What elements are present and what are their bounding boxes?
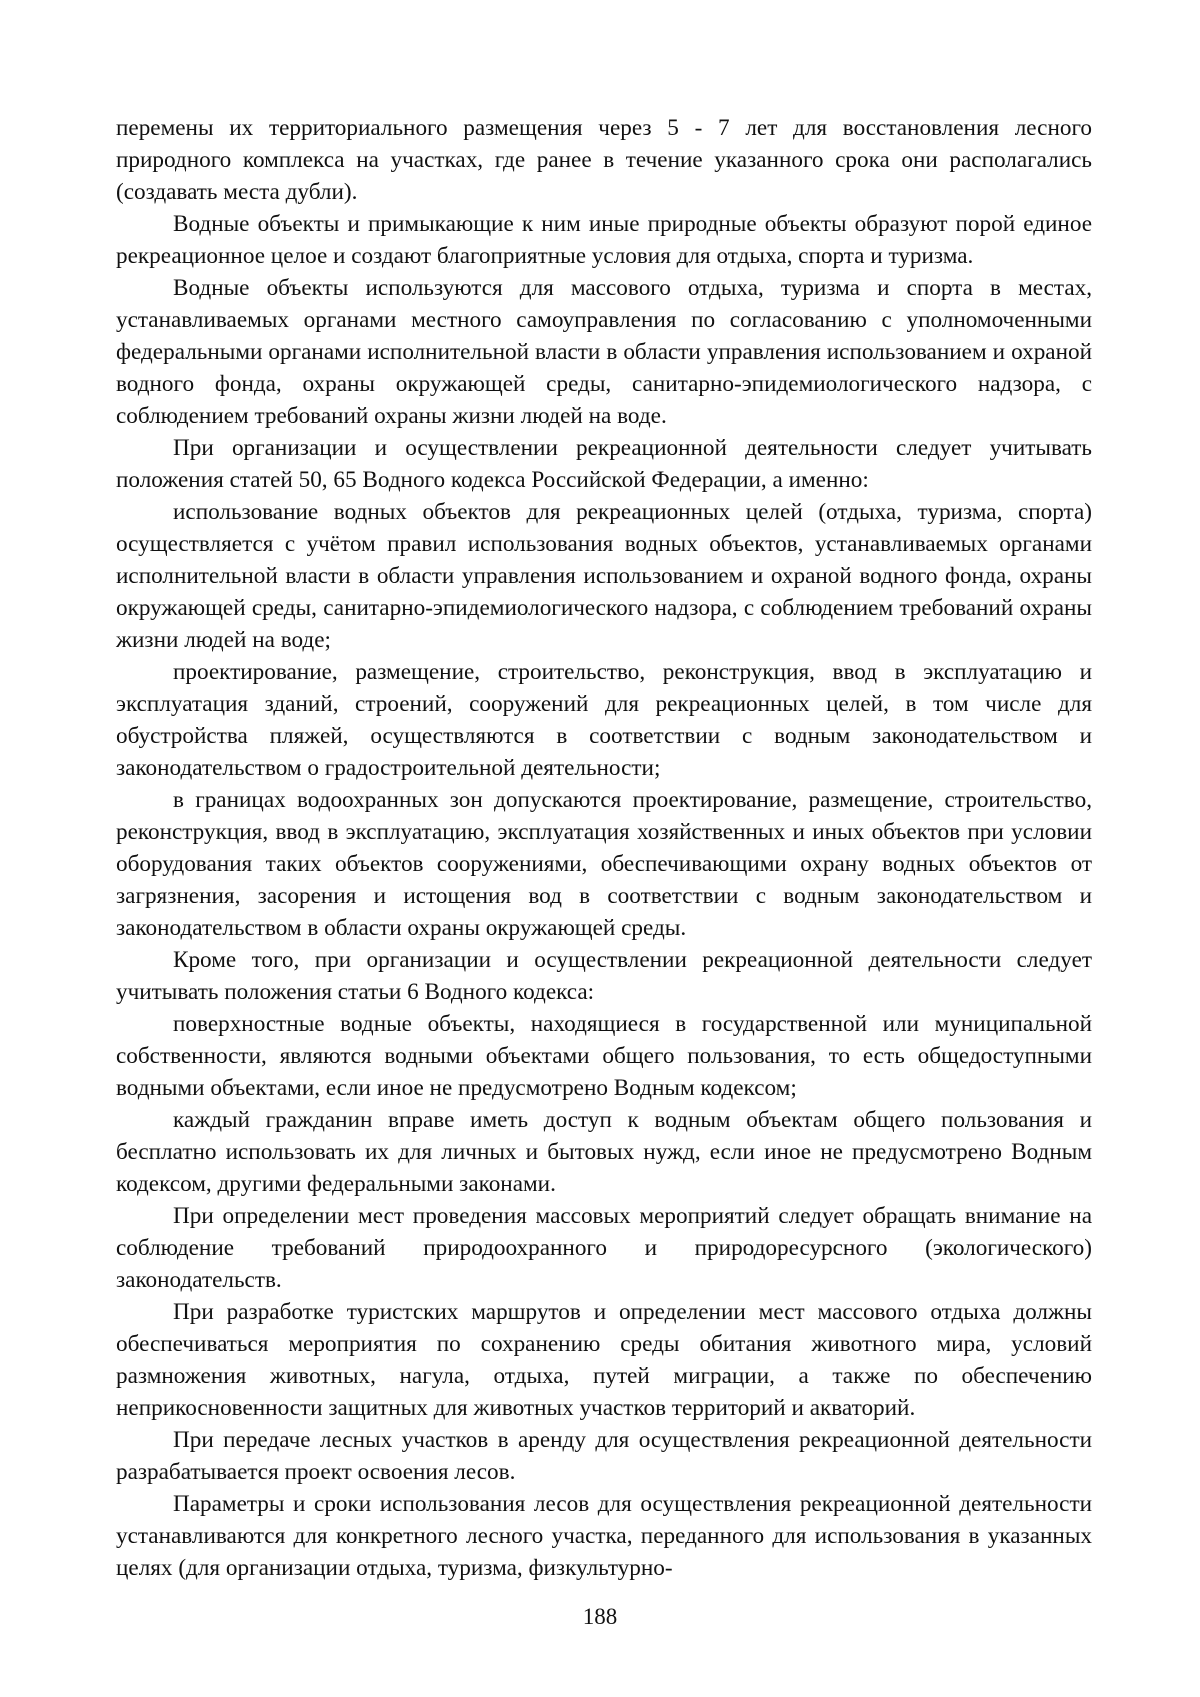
- paragraph-13: При передаче лесных участков в аренду для осуществления рекреационной деятельности разрабатывается проект освоения лесов.: [116, 1427, 1092, 1485]
- paragraph-10: каждый гражданин вправе иметь доступ к водным объектам общего пользования и бесплатно использовать их для личных и бытовых нужд, если иное не предусмотрено Водным кодексом, другими федеральными законами.: [116, 1107, 1092, 1197]
- paragraph-8: Кроме того, при организации и осуществлении рекреационной деятельности следует учитывать положения статьи 6 Водного кодекса:: [116, 947, 1092, 1005]
- page-number: 188: [582, 1604, 618, 1629]
- paragraph-9: поверхностные водные объекты, находящиеся в государственной или муниципальной собственности, являются водными объектами общего пользования, то есть общедоступными водными объектами, если иное не предусмотрено Водным кодексом;: [116, 1011, 1092, 1101]
- paragraph-5: использование водных объектов для рекреационных целей (отдыха, туризма, спорта) осуществляется с учётом правил использования водных объектов, устанавливаемых органами исполнительной власти в области управления использованием и охраной водного фонда, охраны окружающей среды, санитарно-эпидемиологического надзора, с соблюдением требований охраны жизни людей на воде;: [116, 499, 1092, 653]
- paragraph-3: Водные объекты используются для массового отдыха, туризма и спорта в местах, устанавливаемых органами местного самоуправления по согласованию с уполномоченными федеральными органами исполнительной власти в области управления использованием и охраной водного фонда, охраны окружающей среды, санитарно-эпидемиологического надзора, с соблюдением требований охраны жизни людей на воде.: [116, 275, 1092, 429]
- paragraph-1: перемены их территориального размещения через 5 - 7 лет для восстановления лесного природного комплекса на участках, где ранее в течение указанного срока они располагались (создавать места дубли).: [116, 115, 1092, 205]
- paragraph-11: При определении мест проведения массовых мероприятий следует обращать внимание на соблюдение требований природоохранного и природоресурсного (экологического) законодательств.: [116, 1203, 1092, 1293]
- document-body: [116, 112, 1092, 1584]
- paragraph-6: проектирование, размещение, строительство, реконструкция, ввод в эксплуатацию и эксплуатация зданий, строений, сооружений для рекреационных целей, в том числе для обустройства пляжей, осуществляются в соответствии с водным законодательством и законодательством о градостроительной деятельности;: [116, 659, 1092, 781]
- paragraph-2: Водные объекты и примыкающие к ним иные природные объекты образуют порой единое рекреационное целое и создают благоприятные условия для отдыха, спорта и туризма.: [116, 211, 1092, 269]
- paragraph-12: При разработке туристских маршрутов и определении мест массового отдыха должны обеспечиваться мероприятия по сохранению среды обитания животного мира, условий размножения животных, нагула, отдыха, путей миграции, а также по обеспечению неприкосновенности защитных для животных участков территорий и акваторий.: [116, 1299, 1092, 1421]
- paragraph-14: Параметры и сроки использования лесов для осуществления рекреационной деятельности устанавливаются для конкретного лесного участка, переданного для использования в указанных целях (для организации отдыха, туризма, физкультурно-: [116, 1491, 1092, 1581]
- paragraph-4: При организации и осуществлении рекреационной деятельности следует учитывать положения статей 50, 65 Водного кодекса Российской Федерации, а именно:: [116, 435, 1092, 493]
- paragraph-7: в границах водоохранных зон допускаются проектирование, размещение, строительство, реконструкция, ввод в эксплуатацию, эксплуатация хозяйственных и иных объектов при условии оборудования таких объектов сооружениями, обеспечивающими охрану водных объектов от загрязнения, засорения и истощения вод в соответствии с водным законодательством и законодательством в области охраны окружающей среды.: [116, 787, 1092, 941]
